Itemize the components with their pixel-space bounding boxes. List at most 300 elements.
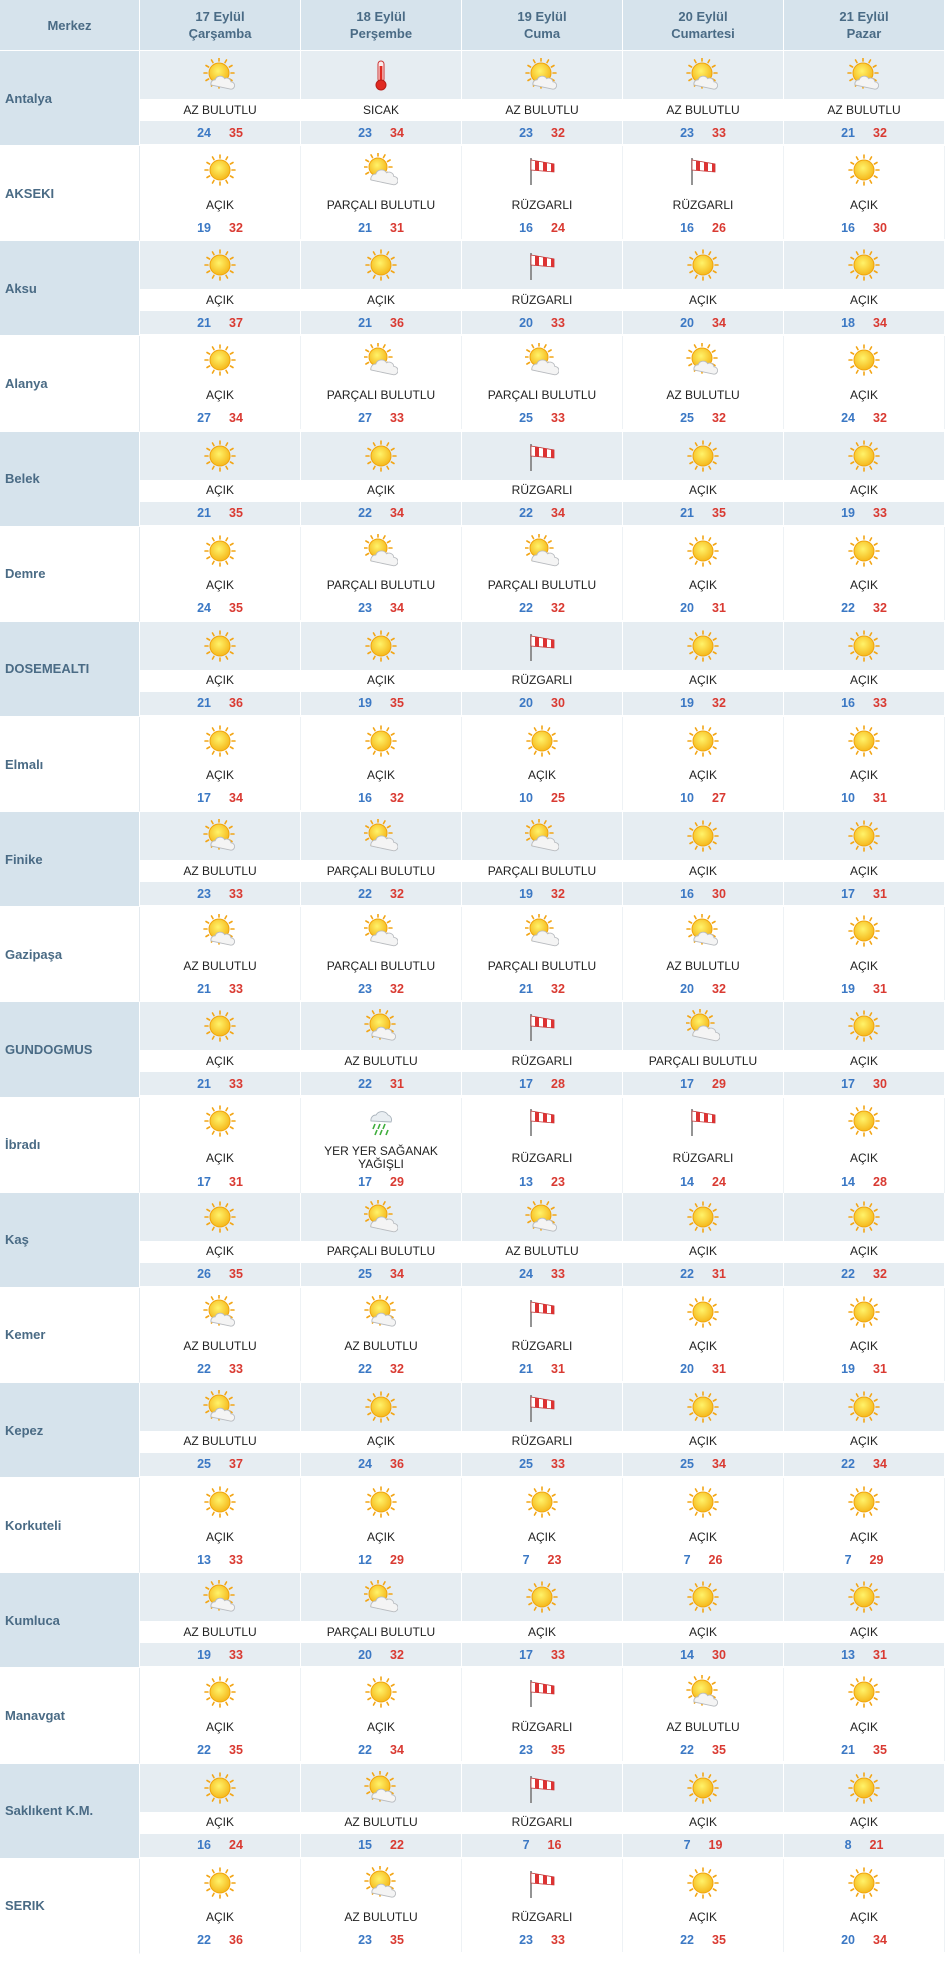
windsock-icon <box>623 146 784 194</box>
max-temp: 32 <box>229 220 243 235</box>
sun-icon <box>623 1288 784 1336</box>
min-temp: 23 <box>680 125 694 140</box>
weather-description: AÇIK <box>784 1907 945 1929</box>
temperature-pair <box>462 1263 623 1286</box>
weather-description: AÇIK <box>623 765 784 787</box>
min-temp: 14 <box>680 1647 694 1662</box>
weather-description: RÜZGARLI <box>462 1336 623 1358</box>
temperature-pair <box>784 1453 945 1476</box>
min-temp: 21 <box>680 506 694 521</box>
city-name: İbradı <box>0 1098 140 1193</box>
temperature-pair <box>301 1834 462 1857</box>
weather-description: RÜZGARLI <box>623 194 784 216</box>
max-temp: 34 <box>712 315 726 330</box>
min-temp: 23 <box>519 1742 533 1757</box>
sun-icon <box>140 336 301 384</box>
temperature-pair <box>140 216 301 239</box>
weather-description: PARÇALI BULUTLU <box>301 860 462 882</box>
weather-description: AÇIK <box>301 289 462 311</box>
windsock-icon <box>462 1668 623 1716</box>
partly-cloudy-icon <box>301 1193 462 1241</box>
mostly-sunny-icon <box>140 812 301 860</box>
city-name: Aksu <box>0 241 140 336</box>
header-day-5 <box>784 0 945 51</box>
max-temp: 37 <box>229 1457 243 1472</box>
temperature-pair <box>301 977 462 1000</box>
min-temp: 22 <box>841 1267 855 1282</box>
weather-description: SICAK <box>301 99 462 121</box>
sun-icon <box>140 1193 301 1241</box>
max-temp: 26 <box>712 220 726 235</box>
sun-icon <box>301 1478 462 1526</box>
max-temp: 31 <box>390 220 404 235</box>
temperature-pair <box>784 1072 945 1095</box>
temperature-pair <box>140 1548 301 1571</box>
rain-showers-icon <box>301 1098 462 1145</box>
header-date: 17 Eylül <box>195 9 245 24</box>
weather-description: AÇIK <box>140 1241 301 1263</box>
max-temp: 33 <box>551 1647 565 1662</box>
windsock-icon <box>462 1764 623 1812</box>
max-temp: 31 <box>712 1362 726 1377</box>
max-temp: 24 <box>551 220 565 235</box>
temperature-pair <box>462 1738 623 1761</box>
max-temp: 36 <box>229 1933 243 1948</box>
max-temp: 16 <box>547 1838 562 1853</box>
temperature-pair <box>462 502 623 525</box>
min-temp: 15 <box>358 1838 372 1853</box>
max-temp: 33 <box>229 886 243 901</box>
sun-icon <box>462 1573 623 1621</box>
partly-cloudy-icon <box>462 527 623 575</box>
temperature-pair <box>301 1548 462 1571</box>
sun-icon <box>140 1764 301 1812</box>
weather-description: AZ BULUTLU <box>623 384 784 406</box>
header-day-3 <box>462 0 623 51</box>
max-temp: 35 <box>229 125 243 140</box>
windsock-icon <box>462 622 623 670</box>
weather-description: AZ BULUTLU <box>140 1336 301 1358</box>
weather-description: AÇIK <box>623 860 784 882</box>
min-temp: 21 <box>841 125 855 140</box>
weather-description: AÇIK <box>623 670 784 692</box>
city-row <box>0 717 947 812</box>
max-temp: 33 <box>551 1457 565 1472</box>
temperature-pair <box>462 216 623 239</box>
weather-description: AÇIK <box>301 670 462 692</box>
weather-description: PARÇALI BULUTLU <box>301 384 462 406</box>
weather-description: AÇIK <box>784 480 945 502</box>
weather-description: AÇIK <box>623 1621 784 1643</box>
partly-cloudy-icon <box>462 336 623 384</box>
max-temp: 30 <box>712 886 726 901</box>
min-temp: 22 <box>358 1742 372 1757</box>
weather-description: AZ BULUTLU <box>623 1716 784 1738</box>
city-name: Demre <box>0 527 140 622</box>
max-temp: 35 <box>873 1742 887 1757</box>
max-temp: 35 <box>229 601 243 616</box>
min-temp: 18 <box>841 315 855 330</box>
sun-icon <box>301 622 462 670</box>
max-temp: 32 <box>390 1647 404 1662</box>
max-temp: 33 <box>229 1647 243 1662</box>
header-date: 19 Eylül <box>517 9 567 24</box>
weather-description: AZ BULUTLU <box>140 1621 301 1643</box>
weather-description: PARÇALI BULUTLU <box>623 1050 784 1072</box>
city-row <box>0 1002 947 1097</box>
max-temp: 37 <box>229 315 243 330</box>
max-temp: 24 <box>712 1175 726 1190</box>
mostly-sunny-icon <box>301 1288 462 1336</box>
city-row <box>0 622 947 717</box>
max-temp: 34 <box>551 506 565 521</box>
max-temp: 34 <box>390 506 404 521</box>
weather-description: AÇIK <box>623 1336 784 1358</box>
min-temp: 19 <box>358 696 372 711</box>
partly-cloudy-icon <box>301 336 462 384</box>
temperature-pair <box>140 406 301 429</box>
min-temp: 13 <box>197 1552 211 1567</box>
min-temp: 10 <box>680 791 694 806</box>
city-name: Antalya <box>0 51 140 146</box>
weather-description: AÇIK <box>462 765 623 787</box>
temperature-pair <box>784 787 945 810</box>
min-temp: 16 <box>519 220 533 235</box>
max-temp: 32 <box>873 410 887 425</box>
weather-description: AÇIK <box>784 194 945 216</box>
weather-description: AÇIK <box>301 1526 462 1548</box>
max-temp: 32 <box>873 601 887 616</box>
max-temp: 33 <box>873 696 887 711</box>
min-temp: 19 <box>197 1647 211 1662</box>
city-row <box>0 527 947 622</box>
max-temp: 31 <box>873 981 887 996</box>
mostly-sunny-icon <box>301 1002 462 1050</box>
header-day-4 <box>623 0 784 51</box>
max-temp: 32 <box>551 886 565 901</box>
temperature-pair <box>784 1643 945 1666</box>
temperature-pair <box>623 1929 784 1952</box>
max-temp: 34 <box>873 1933 887 1948</box>
max-temp: 23 <box>551 1175 565 1190</box>
weather-description: PARÇALI BULUTLU <box>462 860 623 882</box>
sun-icon <box>140 1098 301 1145</box>
weather-description: AÇIK <box>140 1526 301 1548</box>
max-temp: 25 <box>551 791 565 806</box>
weather-description: AÇIK <box>140 1812 301 1834</box>
sun-icon <box>462 717 623 765</box>
weather-description: AÇIK <box>462 1526 623 1548</box>
sun-icon <box>623 1764 784 1812</box>
temperature-pair <box>462 1834 623 1857</box>
temperature-pair <box>784 1929 945 1952</box>
min-temp: 25 <box>358 1267 372 1282</box>
weather-description: AÇIK <box>784 575 945 597</box>
temperature-pair <box>140 977 301 1000</box>
temperature-pair <box>140 1358 301 1381</box>
temperature-pair <box>784 882 945 905</box>
min-temp: 17 <box>680 1076 694 1091</box>
max-temp: 31 <box>873 1647 887 1662</box>
min-temp: 20 <box>680 1362 694 1377</box>
max-temp: 35 <box>712 1933 726 1948</box>
sun-icon <box>623 1478 784 1526</box>
weather-description: AÇIK <box>140 480 301 502</box>
temperature-pair <box>462 977 623 1000</box>
min-temp: 19 <box>519 886 533 901</box>
weather-description: AÇIK <box>462 1621 623 1643</box>
max-temp: 36 <box>390 315 404 330</box>
mostly-sunny-icon <box>784 51 945 99</box>
sun-icon <box>301 1383 462 1431</box>
min-temp: 22 <box>841 601 855 616</box>
weather-description: PARÇALI BULUTLU <box>462 384 623 406</box>
sun-icon <box>784 1098 945 1145</box>
max-temp: 31 <box>873 1362 887 1377</box>
temperature-pair <box>623 1834 784 1857</box>
min-temp: 21 <box>358 315 372 330</box>
city-name: Manavgat <box>0 1668 140 1763</box>
weather-description: AÇIK <box>784 1431 945 1453</box>
weather-description: AZ BULUTLU <box>301 1812 462 1834</box>
mostly-sunny-icon <box>140 1288 301 1336</box>
max-temp: 30 <box>712 1647 726 1662</box>
partly-cloudy-icon <box>623 1002 784 1050</box>
max-temp: 33 <box>712 125 726 140</box>
max-temp: 31 <box>551 1362 565 1377</box>
weather-description: PARÇALI BULUTLU <box>301 955 462 977</box>
temperature-pair <box>623 121 784 144</box>
partly-cloudy-icon <box>301 146 462 194</box>
city-name: Kaş <box>0 1193 140 1288</box>
weather-description: AÇIK <box>784 1050 945 1072</box>
temperature-pair <box>623 787 784 810</box>
min-temp: 7 <box>522 1552 530 1567</box>
weather-description: AÇIK <box>623 1526 784 1548</box>
city-name: AKSEKI <box>0 146 140 241</box>
max-temp: 36 <box>390 1457 404 1472</box>
windsock-icon <box>462 1098 623 1145</box>
temperature-pair <box>623 406 784 429</box>
sun-icon <box>784 241 945 289</box>
min-temp: 27 <box>197 410 211 425</box>
temperature-pair <box>301 882 462 905</box>
max-temp: 35 <box>229 506 243 521</box>
max-temp: 35 <box>712 1742 726 1757</box>
weather-description: RÜZGARLI <box>462 1145 623 1172</box>
city-name: DOSEMEALTI <box>0 622 140 717</box>
min-temp: 25 <box>519 410 533 425</box>
temperature-pair <box>301 1453 462 1476</box>
windsock-icon <box>462 1288 623 1336</box>
header-date: 18 Eylül <box>356 9 406 24</box>
sun-icon <box>784 622 945 670</box>
city-row <box>0 1383 947 1478</box>
max-temp: 35 <box>551 1742 565 1757</box>
min-temp: 24 <box>197 601 211 616</box>
temperature-pair <box>623 977 784 1000</box>
sun-icon <box>140 241 301 289</box>
temperature-pair <box>623 1263 784 1286</box>
header-merkez <box>0 0 140 51</box>
temperature-pair <box>623 311 784 334</box>
min-temp: 20 <box>519 315 533 330</box>
city-name: Kumluca <box>0 1573 140 1668</box>
max-temp: 27 <box>712 791 726 806</box>
weather-description: RÜZGARLI <box>462 194 623 216</box>
city-name: Belek <box>0 432 140 527</box>
sun-icon <box>140 717 301 765</box>
max-temp: 32 <box>551 125 565 140</box>
weather-description: RÜZGARLI <box>462 670 623 692</box>
weather-description: AÇIK <box>623 1907 784 1929</box>
min-temp: 19 <box>841 981 855 996</box>
min-temp: 14 <box>680 1175 694 1190</box>
max-temp: 34 <box>390 125 404 140</box>
temperature-pair <box>301 1358 462 1381</box>
weather-description: AÇIK <box>784 860 945 882</box>
temperature-pair <box>462 1643 623 1666</box>
sun-icon <box>623 812 784 860</box>
min-temp: 22 <box>680 1267 694 1282</box>
city-row <box>0 1288 947 1383</box>
max-temp: 36 <box>229 696 243 711</box>
max-temp: 34 <box>390 1742 404 1757</box>
weather-description: AZ BULUTLU <box>140 1431 301 1453</box>
temperature-pair <box>462 1358 623 1381</box>
sun-icon <box>784 907 945 955</box>
weather-description: RÜZGARLI <box>623 1145 784 1172</box>
temperature-pair <box>140 1643 301 1666</box>
temperature-pair <box>140 1834 301 1857</box>
min-temp: 24 <box>519 1267 533 1282</box>
header-date: 20 Eylül <box>678 9 728 24</box>
max-temp: 33 <box>551 1933 565 1948</box>
min-temp: 10 <box>841 791 855 806</box>
temperature-pair <box>462 1548 623 1571</box>
weather-description: AÇIK <box>784 1621 945 1643</box>
min-temp: 22 <box>358 506 372 521</box>
partly-cloudy-icon <box>462 812 623 860</box>
weather-description: AÇIK <box>301 1716 462 1738</box>
max-temp: 33 <box>551 315 565 330</box>
sun-icon <box>784 1764 945 1812</box>
temperature-pair <box>140 787 301 810</box>
temperature-pair <box>623 597 784 620</box>
city-row <box>0 51 947 146</box>
sun-icon <box>623 717 784 765</box>
sun-icon <box>301 1668 462 1716</box>
sun-icon <box>623 1383 784 1431</box>
min-temp: 22 <box>358 1362 372 1377</box>
city-row <box>0 432 947 527</box>
temperature-pair <box>301 216 462 239</box>
max-temp: 22 <box>390 1838 404 1853</box>
temperature-pair <box>623 1172 784 1193</box>
partly-cloudy-icon <box>301 1573 462 1621</box>
min-temp: 22 <box>519 506 533 521</box>
min-temp: 7 <box>683 1552 691 1567</box>
city-name: Gazipaşa <box>0 907 140 1002</box>
min-temp: 24 <box>841 410 855 425</box>
temperature-pair <box>784 406 945 429</box>
temperature-pair <box>462 597 623 620</box>
max-temp: 33 <box>551 410 565 425</box>
weather-description: AÇIK <box>784 384 945 406</box>
min-temp: 23 <box>519 1933 533 1948</box>
min-temp: 23 <box>358 125 372 140</box>
windsock-icon <box>462 1002 623 1050</box>
sun-icon <box>140 527 301 575</box>
max-temp: 34 <box>390 1267 404 1282</box>
weather-description: AZ BULUTLU <box>623 955 784 977</box>
min-temp: 20 <box>680 315 694 330</box>
header-day-2 <box>301 0 462 51</box>
min-temp: 23 <box>358 1933 372 1948</box>
temperature-pair <box>623 1453 784 1476</box>
weather-description: AÇIK <box>623 575 784 597</box>
sun-icon <box>784 1002 945 1050</box>
temperature-pair <box>301 1643 462 1666</box>
sun-icon <box>623 1573 784 1621</box>
max-temp: 29 <box>390 1552 404 1567</box>
weather-description: AÇIK <box>784 1145 945 1172</box>
sun-icon <box>623 1193 784 1241</box>
max-temp: 32 <box>551 601 565 616</box>
sun-icon <box>784 1573 945 1621</box>
mostly-sunny-icon <box>140 1573 301 1621</box>
windsock-icon <box>623 1098 784 1145</box>
min-temp: 23 <box>358 601 372 616</box>
temperature-pair <box>301 121 462 144</box>
temperature-pair <box>784 1738 945 1761</box>
min-temp: 13 <box>519 1175 533 1190</box>
mostly-sunny-icon <box>623 336 784 384</box>
min-temp: 24 <box>197 125 211 140</box>
max-temp: 35 <box>712 506 726 521</box>
city-row <box>0 1098 947 1193</box>
temperature-pair <box>301 311 462 334</box>
max-temp: 33 <box>229 1362 243 1377</box>
weather-description: RÜZGARLI <box>462 1050 623 1072</box>
min-temp: 22 <box>519 601 533 616</box>
max-temp: 24 <box>229 1838 243 1853</box>
weather-description: PARÇALI BULUTLU <box>462 955 623 977</box>
temperature-pair <box>462 882 623 905</box>
max-temp: 31 <box>390 1076 404 1091</box>
max-temp: 29 <box>712 1076 726 1091</box>
city-name: SERIK <box>0 1859 140 1954</box>
temperature-pair <box>623 1643 784 1666</box>
city-row <box>0 241 947 336</box>
weather-description: PARÇALI BULUTLU <box>301 1621 462 1643</box>
city-row <box>0 812 947 907</box>
temperature-pair <box>784 121 945 144</box>
max-temp: 30 <box>873 1076 887 1091</box>
weather-description: AZ BULUTLU <box>301 1050 462 1072</box>
min-temp: 17 <box>519 1076 533 1091</box>
sun-icon <box>784 1288 945 1336</box>
temperature-pair <box>140 1929 301 1952</box>
weather-description: AÇIK <box>784 1716 945 1738</box>
weather-description: RÜZGARLI <box>462 1716 623 1738</box>
weather-description: AÇIK <box>140 1050 301 1072</box>
temperature-pair <box>140 1453 301 1476</box>
weather-description: AÇIK <box>623 1812 784 1834</box>
temperature-pair <box>784 597 945 620</box>
max-temp: 33 <box>229 1076 243 1091</box>
sun-icon <box>301 717 462 765</box>
